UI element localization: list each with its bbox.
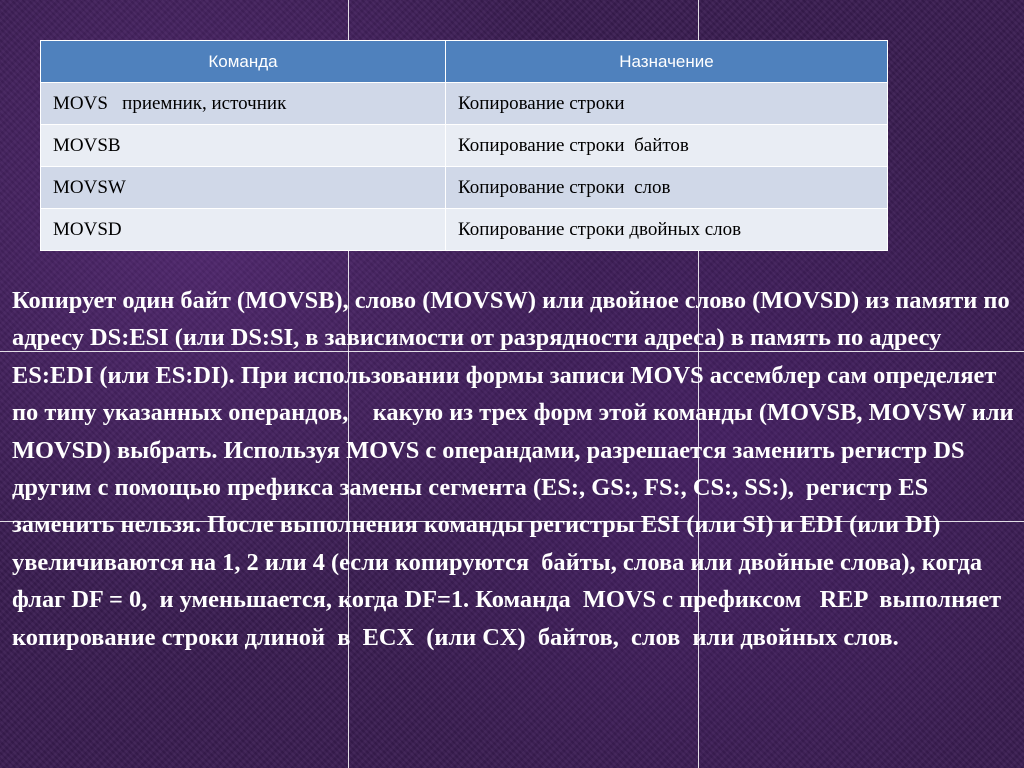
purpose-cell: Копирование строки байтов bbox=[446, 125, 888, 167]
command-table bbox=[40, 40, 887, 251]
column-header-command: Команда bbox=[41, 41, 446, 83]
description-paragraph: Копирует один байт (MOVSB), слово (MOVSW) или двойное слово (MOVSD) из памяти по адресу DS:ESI (или DS:SI, в зависимости от разрядности адреса) в память по адресу ES:EDI (или ES:DI). При использовании формы записи MOVS ассемблер сам определяет по типу указанных операндов, какую из трех форм этой команды (MOVSB, MOVSW или MOVSD) выбрать. Используя MOVS с операндами, разрешается заменить регистр DS другим с помощью префикса замены сегмента (ES:, GS:, FS:, CS:, SS:), регистр ES заменить нельзя. После выполнения команды регистры ESI (или SI) и EDI (или DI) увеличиваются на 1, 2 или 4 (если копируются байты, слова или двойные слова), когда флаг DF = 0, и уменьшается, когда DF=1. Команда MOVS с префиксом REP выполняет копирование строки длиной в ECX (или CX) байтов, слов или двойных слов. bbox=[12, 287, 1020, 651]
table-row bbox=[41, 83, 888, 125]
purpose-cell: Копирование строки двойных слов bbox=[446, 209, 888, 251]
purpose-cell: Копирование строки слов bbox=[446, 167, 888, 209]
table-row bbox=[41, 125, 888, 167]
command-cell: MOVS приемник, источник bbox=[41, 83, 446, 125]
purpose-cell: Копирование строки bbox=[446, 83, 888, 125]
table-row bbox=[41, 167, 888, 209]
command-cell: MOVSW bbox=[41, 167, 446, 209]
table-row bbox=[41, 209, 888, 251]
command-cell: MOVSB bbox=[41, 125, 446, 167]
table-header-row bbox=[41, 41, 888, 83]
command-cell: MOVSD bbox=[41, 209, 446, 251]
column-header-purpose: Назначение bbox=[446, 41, 888, 83]
